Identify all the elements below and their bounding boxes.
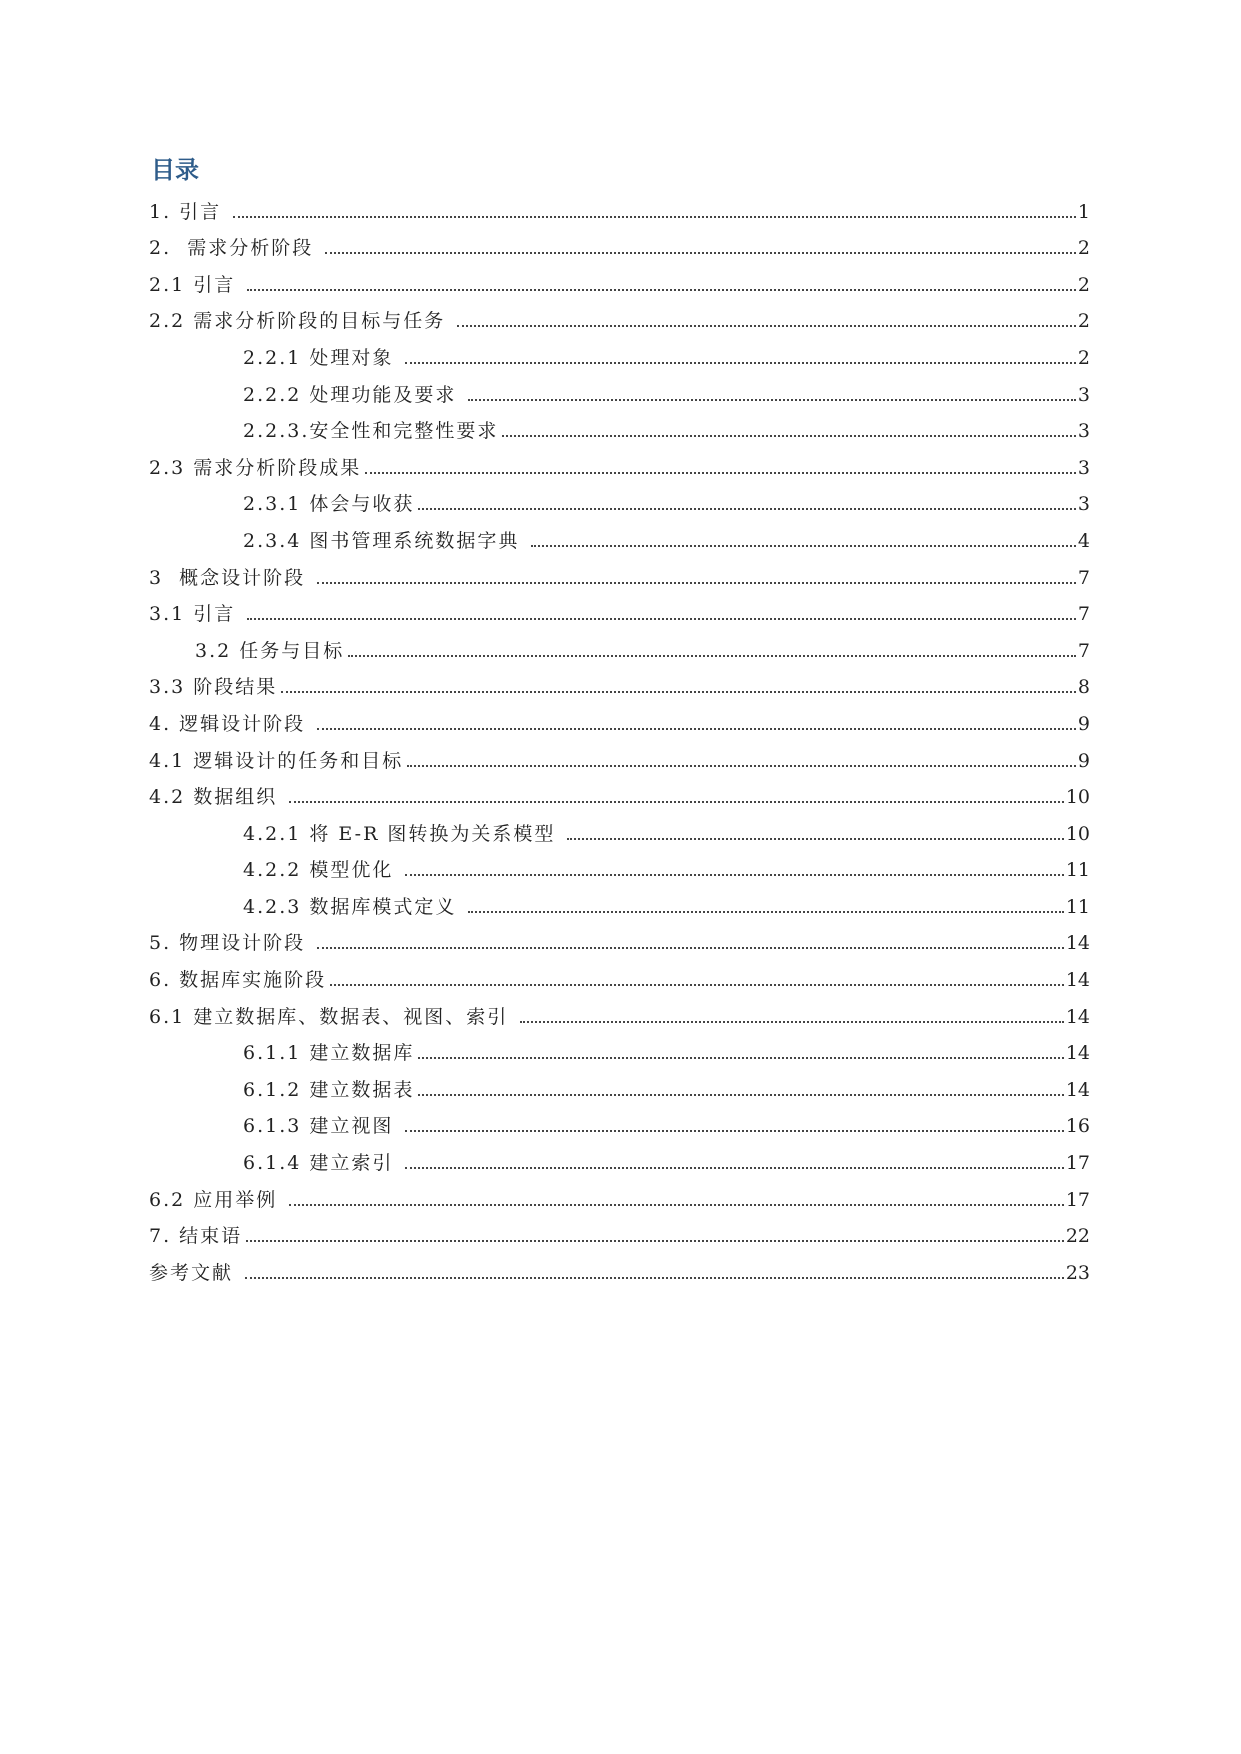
toc-entry-page-number: 3 bbox=[1077, 493, 1090, 516]
toc-entry[interactable] bbox=[149, 885, 1090, 922]
toc-entry[interactable] bbox=[149, 849, 1090, 886]
toc-entry[interactable] bbox=[149, 958, 1090, 995]
toc-entry-label: 2.2 需求分析阶段的目标与任务 bbox=[149, 310, 457, 332]
toc-entry-label: 6.1 建立数据库、数据表、视图、索引 bbox=[149, 1006, 520, 1028]
toc-entry-page-number: 14 bbox=[1065, 1005, 1090, 1028]
toc-entry-page-number: 11 bbox=[1065, 859, 1090, 882]
toc-entry[interactable] bbox=[149, 519, 1090, 556]
dot-leader bbox=[405, 1130, 1063, 1132]
dot-leader bbox=[520, 1021, 1064, 1023]
toc-entry-label: 6.1.3 建立视图 bbox=[243, 1115, 405, 1137]
toc-entry-page-number: 7 bbox=[1077, 603, 1090, 626]
toc-entry[interactable] bbox=[149, 1251, 1090, 1288]
dot-leader bbox=[418, 1094, 1063, 1096]
toc-entry-label: 4.1 逻辑设计的任务和目标 bbox=[149, 750, 407, 772]
toc-entry-label: 7. 结束语 bbox=[149, 1225, 246, 1247]
table-of-contents bbox=[149, 150, 1090, 1288]
dot-leader bbox=[325, 252, 1076, 254]
toc-entry[interactable] bbox=[149, 812, 1090, 849]
toc-entry-label: 4.2 数据组织 bbox=[149, 786, 289, 808]
dot-leader bbox=[502, 435, 1076, 437]
toc-entry-label: 2.2.2 处理功能及要求 bbox=[243, 384, 468, 406]
dot-leader bbox=[289, 1204, 1064, 1206]
toc-entry[interactable] bbox=[149, 190, 1090, 227]
toc-entry[interactable] bbox=[149, 263, 1090, 300]
toc-entry-label: 4.2.1 将 E-R 图转换为关系模型 bbox=[243, 823, 567, 845]
toc-entry-page-number: 9 bbox=[1077, 712, 1090, 735]
toc-entry[interactable] bbox=[149, 446, 1090, 483]
toc-entry[interactable] bbox=[149, 1215, 1090, 1252]
toc-entry[interactable] bbox=[149, 1141, 1090, 1178]
toc-entry-label: 3.1 引言 bbox=[149, 603, 247, 625]
toc-entry[interactable] bbox=[149, 336, 1090, 373]
dot-leader bbox=[289, 801, 1064, 803]
toc-entry-label: 6.1.4 建立索引 bbox=[243, 1152, 405, 1174]
dot-leader bbox=[281, 691, 1076, 693]
toc-entry-page-number: 10 bbox=[1065, 786, 1090, 809]
dot-leader bbox=[365, 472, 1076, 474]
dot-leader bbox=[418, 508, 1076, 510]
toc-entry-label: 参考文献 bbox=[149, 1262, 245, 1284]
toc-entry-label: 2.3.1 体会与收获 bbox=[243, 493, 418, 515]
dot-leader bbox=[317, 947, 1064, 949]
toc-entry-page-number: 2 bbox=[1077, 273, 1090, 296]
toc-entry-label: 2.1 引言 bbox=[149, 274, 247, 296]
toc-entry-label: 2. 需求分析阶段 bbox=[149, 237, 325, 259]
toc-entry-page-number: 9 bbox=[1077, 749, 1090, 772]
toc-entry[interactable] bbox=[149, 666, 1090, 703]
dot-leader bbox=[405, 874, 1063, 876]
dot-leader bbox=[348, 655, 1076, 657]
dot-leader bbox=[245, 1277, 1064, 1279]
toc-entry-page-number: 22 bbox=[1065, 1225, 1090, 1248]
dot-leader bbox=[407, 765, 1076, 767]
toc-entry-page-number: 3 bbox=[1077, 383, 1090, 406]
dot-leader bbox=[317, 728, 1076, 730]
toc-entry[interactable] bbox=[149, 1105, 1090, 1142]
dot-leader bbox=[405, 1167, 1063, 1169]
dot-leader bbox=[457, 325, 1076, 327]
toc-entry[interactable] bbox=[149, 702, 1090, 739]
dot-leader bbox=[567, 838, 1063, 840]
toc-entry[interactable] bbox=[149, 776, 1090, 813]
toc-entry[interactable] bbox=[149, 739, 1090, 776]
toc-entry-label: 6.1.2 建立数据表 bbox=[243, 1079, 418, 1101]
toc-entry-label: 2.3 需求分析阶段成果 bbox=[149, 457, 365, 479]
toc-entry-page-number: 17 bbox=[1065, 1152, 1090, 1175]
dot-leader bbox=[247, 289, 1076, 291]
toc-entry[interactable] bbox=[149, 629, 1090, 666]
toc-entry-page-number: 2 bbox=[1077, 237, 1090, 260]
toc-entry-label: 2.2.3.安全性和完整性要求 bbox=[243, 420, 502, 442]
toc-entry-page-number: 8 bbox=[1077, 676, 1090, 699]
toc-entry[interactable] bbox=[149, 1178, 1090, 1215]
toc-entry-label: 1. 引言 bbox=[149, 201, 233, 223]
toc-entry-page-number: 17 bbox=[1065, 1188, 1090, 1211]
dot-leader bbox=[468, 911, 1063, 913]
toc-entry-page-number: 14 bbox=[1065, 932, 1090, 955]
toc-entry-label: 3 概念设计阶段 bbox=[149, 567, 317, 589]
toc-entry-page-number: 11 bbox=[1065, 895, 1090, 918]
toc-entry-label: 6.1.1 建立数据库 bbox=[243, 1042, 418, 1064]
dot-leader bbox=[418, 1057, 1063, 1059]
toc-entry-page-number: 16 bbox=[1065, 1115, 1090, 1138]
toc-entry-label: 3.2 任务与目标 bbox=[195, 640, 348, 662]
toc-entry-page-number: 14 bbox=[1065, 969, 1090, 992]
dot-leader bbox=[468, 399, 1075, 401]
toc-entry-label: 6. 数据库实施阶段 bbox=[149, 969, 330, 991]
toc-entry[interactable] bbox=[149, 995, 1090, 1032]
toc-entry-page-number: 14 bbox=[1065, 1042, 1090, 1065]
toc-entry[interactable] bbox=[149, 410, 1090, 447]
dot-leader bbox=[246, 1240, 1064, 1242]
toc-entry-label: 3.3 阶段结果 bbox=[149, 676, 281, 698]
toc-entry-page-number: 2 bbox=[1077, 310, 1090, 333]
dot-leader bbox=[247, 618, 1076, 620]
dot-leader bbox=[531, 545, 1075, 547]
toc-entry-page-number: 3 bbox=[1077, 420, 1090, 443]
toc-entry[interactable] bbox=[149, 593, 1090, 630]
toc-entry[interactable] bbox=[149, 1032, 1090, 1069]
toc-entry[interactable] bbox=[149, 1068, 1090, 1105]
toc-entry-page-number: 7 bbox=[1077, 639, 1090, 662]
toc-entry[interactable] bbox=[149, 227, 1090, 264]
dot-leader bbox=[317, 582, 1076, 584]
toc-entry-page-number: 4 bbox=[1077, 529, 1090, 552]
toc-entry[interactable] bbox=[149, 556, 1090, 593]
toc-entry-page-number: 3 bbox=[1077, 456, 1090, 479]
toc-entry[interactable] bbox=[149, 922, 1090, 959]
toc-entry-label: 6.2 应用举例 bbox=[149, 1189, 289, 1211]
toc-entry[interactable] bbox=[149, 483, 1090, 520]
dot-leader bbox=[405, 362, 1075, 364]
toc-title: 目录 bbox=[151, 156, 199, 184]
dot-leader bbox=[233, 216, 1076, 218]
toc-entry-label: 4.2.3 数据库模式定义 bbox=[243, 896, 468, 918]
toc-entry-page-number: 1 bbox=[1077, 200, 1090, 223]
toc-entry-label: 4.2.2 模型优化 bbox=[243, 859, 405, 881]
toc-entry[interactable] bbox=[149, 373, 1090, 410]
toc-entry-label: 2.3.4 图书管理系统数据字典 bbox=[243, 530, 531, 552]
toc-entry[interactable] bbox=[149, 300, 1090, 337]
toc-entry-label: 5. 物理设计阶段 bbox=[149, 932, 317, 954]
toc-entry-page-number: 10 bbox=[1065, 822, 1090, 845]
toc-entry-page-number: 7 bbox=[1077, 566, 1090, 589]
toc-entry-page-number: 23 bbox=[1065, 1261, 1090, 1284]
toc-entry-page-number: 2 bbox=[1077, 346, 1090, 369]
toc-list bbox=[149, 190, 1090, 1288]
toc-entry-label: 4. 逻辑设计阶段 bbox=[149, 713, 317, 735]
toc-entry-label: 2.2.1 处理对象 bbox=[243, 347, 405, 369]
dot-leader bbox=[330, 984, 1064, 986]
toc-entry-page-number: 14 bbox=[1065, 1078, 1090, 1101]
